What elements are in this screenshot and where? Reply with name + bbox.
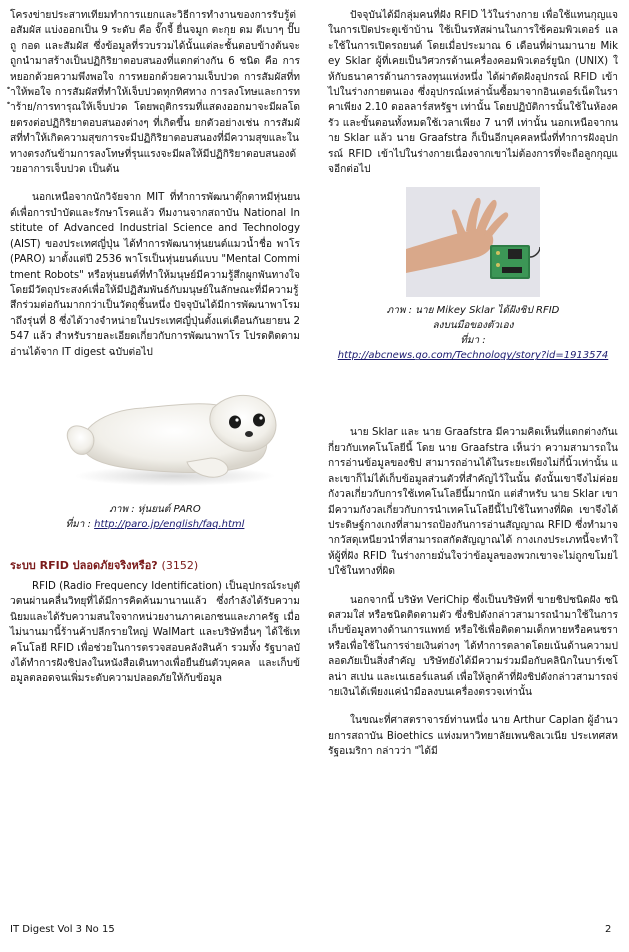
hand-source-link[interactable]: http://abcnews.go.com/Technology/story?id=1913574 [337, 350, 609, 362]
hand-caption-line-2: ลงบนมือของตัวเอง [432, 320, 514, 332]
paro-source-link[interactable]: http://paro.jp/english/faq.html [94, 518, 245, 530]
rfid-hand-photo [406, 187, 540, 297]
left-paragraph-1: โครงข่ายประสาทเทียมทำการแยกและวิธีการทำงานของการรับรู้ต่อสัมผัส แบ่งออกเป็น 9 ระดับ คือ จั๊กจี้ ยื่นจมูก ตะกุย ดม ตีเบาๆ ปั๊บ ถู กอด และสัมผัส ซึ่งข้อมูลที่รวบรวมได้นั้นแต่ละชั้นตอบข้างต้นจะถูกนำมาสร้างเป็นปฏิกิริยาตอบสนองที่แตกต่างกัน 6 ชนิด คือ การหยอกด้วยความพึงพอใจ การหยอกด้วยความเจ็บปวด การสัมผัสที่ทำให้พอใจ การสัมผัสที่ทำให้เจ็บปวดทุกทิศทาง การลงโทษและการทำร้าย/การทารุณให้เจ็บปวด โดยพฤติกรรมที่แสดงออกมาจะมีผลโดยตรงต่อปฏิกิริยาตอบสนองต่างๆ ที่เกิดขึ้น ยกตัวอย่างเช่น การสัมผัสที่ทำให้เกิดความสุขการจะมีปฏิกิริยาตอบสนองที่มีความสุขและในทางตรงกันข้ามการลงโทษที่รุนแรงจะมีผลให้มีปฏิกิริยาตอบสนองด้วยอาการเจ็บปวด เป็นต้น [10, 10, 300, 176]
right-column [328, 8, 618, 760]
left-paragraph-3: RFID (Radio Frequency Identification) เป็นอุปกรณ์ระบุตัวตนผ่านคลื่นวิทยุที่ได้มีการคิดค้นมานานแล้ว ซึ่งกำลังได้รับความนิยมและได้รับความสนใจจากหน่วยงานภาคเอกชนและภาครัฐ เมื่อไม่นานมานี้ร้านค้าปลีกรายใหญ่ WalMart และบริษัทอื่นๆ ได้ใช้เทคโนโลยี RFID เพื่อช่วยในการตรวจสอบคลังสินค้า รวมทั้ง รัฐบาลบังได้ทำการฝังชิปลงในหนังสือเดินทางเพื่อยืนยันตัวบุคคล และเก็บข้อมูลตลอดจนเพิ่มระดับความปลอดภัยให้กับข้อมูล [10, 580, 300, 685]
section-title-text: ระบบ RFID ปลอดภัยจริงหรือ? [10, 558, 158, 572]
paro-source-label: ที่มา : [65, 518, 91, 530]
right-paragraph-4: ในขณะที่ศาสตราจารย์ท่านหนึ่ง นาย Arthur Caplan ผู้อำนวยการสถาบัน Bioethics แห่งมหาวิทยาลัยเพนซิลเวเนีย ประเทศสหรัฐอเมริกา กล่าวว่า "ได้มี [328, 715, 618, 758]
footer-journal: IT Digest Vol 3 No 15 [10, 924, 115, 935]
paro-caption: ภาพ : หุ่นยนต์ PARO [109, 503, 201, 515]
section-view-count: (3152) [161, 558, 199, 572]
hand-source-label: ที่มา : [460, 335, 486, 347]
right-paragraph-2: นาย Sklar และ นาย Graafstra มีความคิดเห็นที่แตกต่างกันเกี่ยวกับเทคโนโลยีนี้ โดย นาย Graafstra เห็นว่า ความสามารถในการอ่านข้อมูลของชิป สามารถอ่านได้ในระยะเพียงไม่กี่นิ้วเท่านั้น และเขาก็ไม่ได้เก็บข้อมูลส่วนตัวที่สำคัญไว้ในนั้น ดังนั้นเขาจึงไม่ค่อยกังวลเกี่ยวกับการใช้เทคโนโลยีนี้มากนัก แต่สำหรับ นาย Sklar เขามีความกังวลเกี่ยวกับการนำเทคโนโลยีนี้ไปใช้ในทางที่ผิด เขาจึงได้ประดิษฐ์กางเกงที่สามารถป้องกันการอ่านสัญญาณ RFID ซึ่งทำมาจากวัสดุเหนียวนำที่สามารถสกัดสัญญาณได้ กางเกงประเภทนี้จะทำให้ผู้ที่ฝัง RFID ในร่างกายมั่นใจว่าข้อมูลของพวกเขาจะไม่ถูกขโมยไปใช้ในทางที่ผิด [328, 427, 618, 578]
footer-page-number: 2 [605, 924, 612, 935]
hand-with-rfid-illustration [406, 187, 540, 297]
paro-seal-illustration [63, 370, 287, 488]
left-paragraph-2: นอกเหนือจากนักวิจัยจาก MIT ที่ทำการพัฒนาตุ๊กตาหมีหุ่นยนต์เพื่อการบำบัดและรักษาโรคแล้ว ทีมงานจากสถาบัน National Institute of Advanced Industrial Science and Technology (AIST) ของประเทศญี่ปุ่น ได้ทำการพัฒนาหุ่นยนต์แมวน้ำชื่อ พาโร(PARO) มาตั้งแต่ปี 2536 พาโรเป็นหุ่นยนต์แบบ "Mental Commitment Robots" หรือหุ่นยนต์ที่ทำให้มนุษย์มีความรู้สึกผูกพันทางใจ โดยมีวัตถุประสงค์เพื่อให้มีปฏิสัมพันธ์กับมนุษย์ในลักษณะที่มีความรู้สึกร่วมต่อกันมากกว่าเป็นวัตถุชิ้นหนึ่ง ปัจจุบันได้มีการพัฒนาพาโรมาถึงรุ่นที่ 8 ซึ่งได้วางจำหน่ายในประเทศญี่ปุ่นตั้งแต่เดือนกันยายน 2547 แล้ว สำหรับรายละเอียดเกี่ยวกับการพัฒนาพาโร โปรดติดตามอ่านได้จาก IT digest ฉบับต่อไป [10, 192, 300, 358]
section-heading [10, 558, 300, 573]
paro-source-line [10, 517, 300, 532]
right-paragraph-3: นอกจากนี้ บริษัท VeriChip ซึ่งเป็นบริษัทที่ ขายชิปชนิดฝัง ชนิดสวมใส่ หรือชนิดติดตามตัว ซึ่งชิปดังกล่าวสามารถนำมาใช้ในการเก็บข้อมูลทางด้านการแพทย์ หรือใช้เพื่อติดตามเด็กหายหรือคนชรา หรือเพื่อใช้ในการจ่ายเงินต่างๆ ได้ทำการตลาดโดยเน้นด้านความปลอดภัยเป็นสิ่งสำคัญ บริษัทยังได้มีความร่วมมือกับคลินิกในบาร์เซโลน่า สเปน และเนเธอร์แลนด์ เพื่อให้ลูกค้าที่ฝังชิปดังกล่าวสามารถจ่ายเงินได้เพียงแค่นำมือลงบนเครื่องตรวจเท่านั้น [328, 594, 618, 698]
right-paragraph-1: ปัจจุบันได้มีกลุ่มคนที่ฝัง RFID ไว้ในร่างกาย เพื่อใช้แทนกุญแจในการเปิดประตูเข้าบ้าน ใช้เป็นรหัสผ่านในการใช้คอมพิวเตอร์ และใช้ในการเปิดรถยนต์ โดยเมื่อประมาณ 6 เดือนที่ผ่านมานาย Mikey Sklar ผู้ที่เคยเป็นวิศวกรด้านเครื่องคอมพิวเตอร์ยูนิก (UNIX) ให้กับธนาคารด้านการลงทุนแห่งหนึ่ง ได้ผ่าตัดฝังอุปกรณ์ RFID เข้าไปในร่างกายตนเอง ซึ่งอุปกรณ์เหล่านั้นซื้อมาจากอินเตอร์เน็ตในราคาเพียง 2.10 ดอลลาร์สหรัฐฯ เท่านั้น โดยปฏิบัติการนั้นใช้ในห้องครัว และขั้นตอนทั้งหมดใช้เวลาเพียง 7 นาที เท่านั้น นอกเหนือจากนาย Sklar แล้ว นาย Graafstra ก็เป็นอีกบุคคลหนึ่งที่ทำการฝังอุปกรณ์ RFID เข้าไปในร่างกายเนื่องจากเขาไม่ต้องการที่จะถือลูกกุญแจอีกต่อไป [328, 10, 618, 176]
hand-source-line [328, 348, 618, 363]
hand-caption-line-1: ภาพ : นาย Mikey Sklar ได้ฝังชิป RFID [386, 305, 560, 317]
paro-robot-photo [63, 370, 287, 488]
left-column [10, 8, 300, 687]
